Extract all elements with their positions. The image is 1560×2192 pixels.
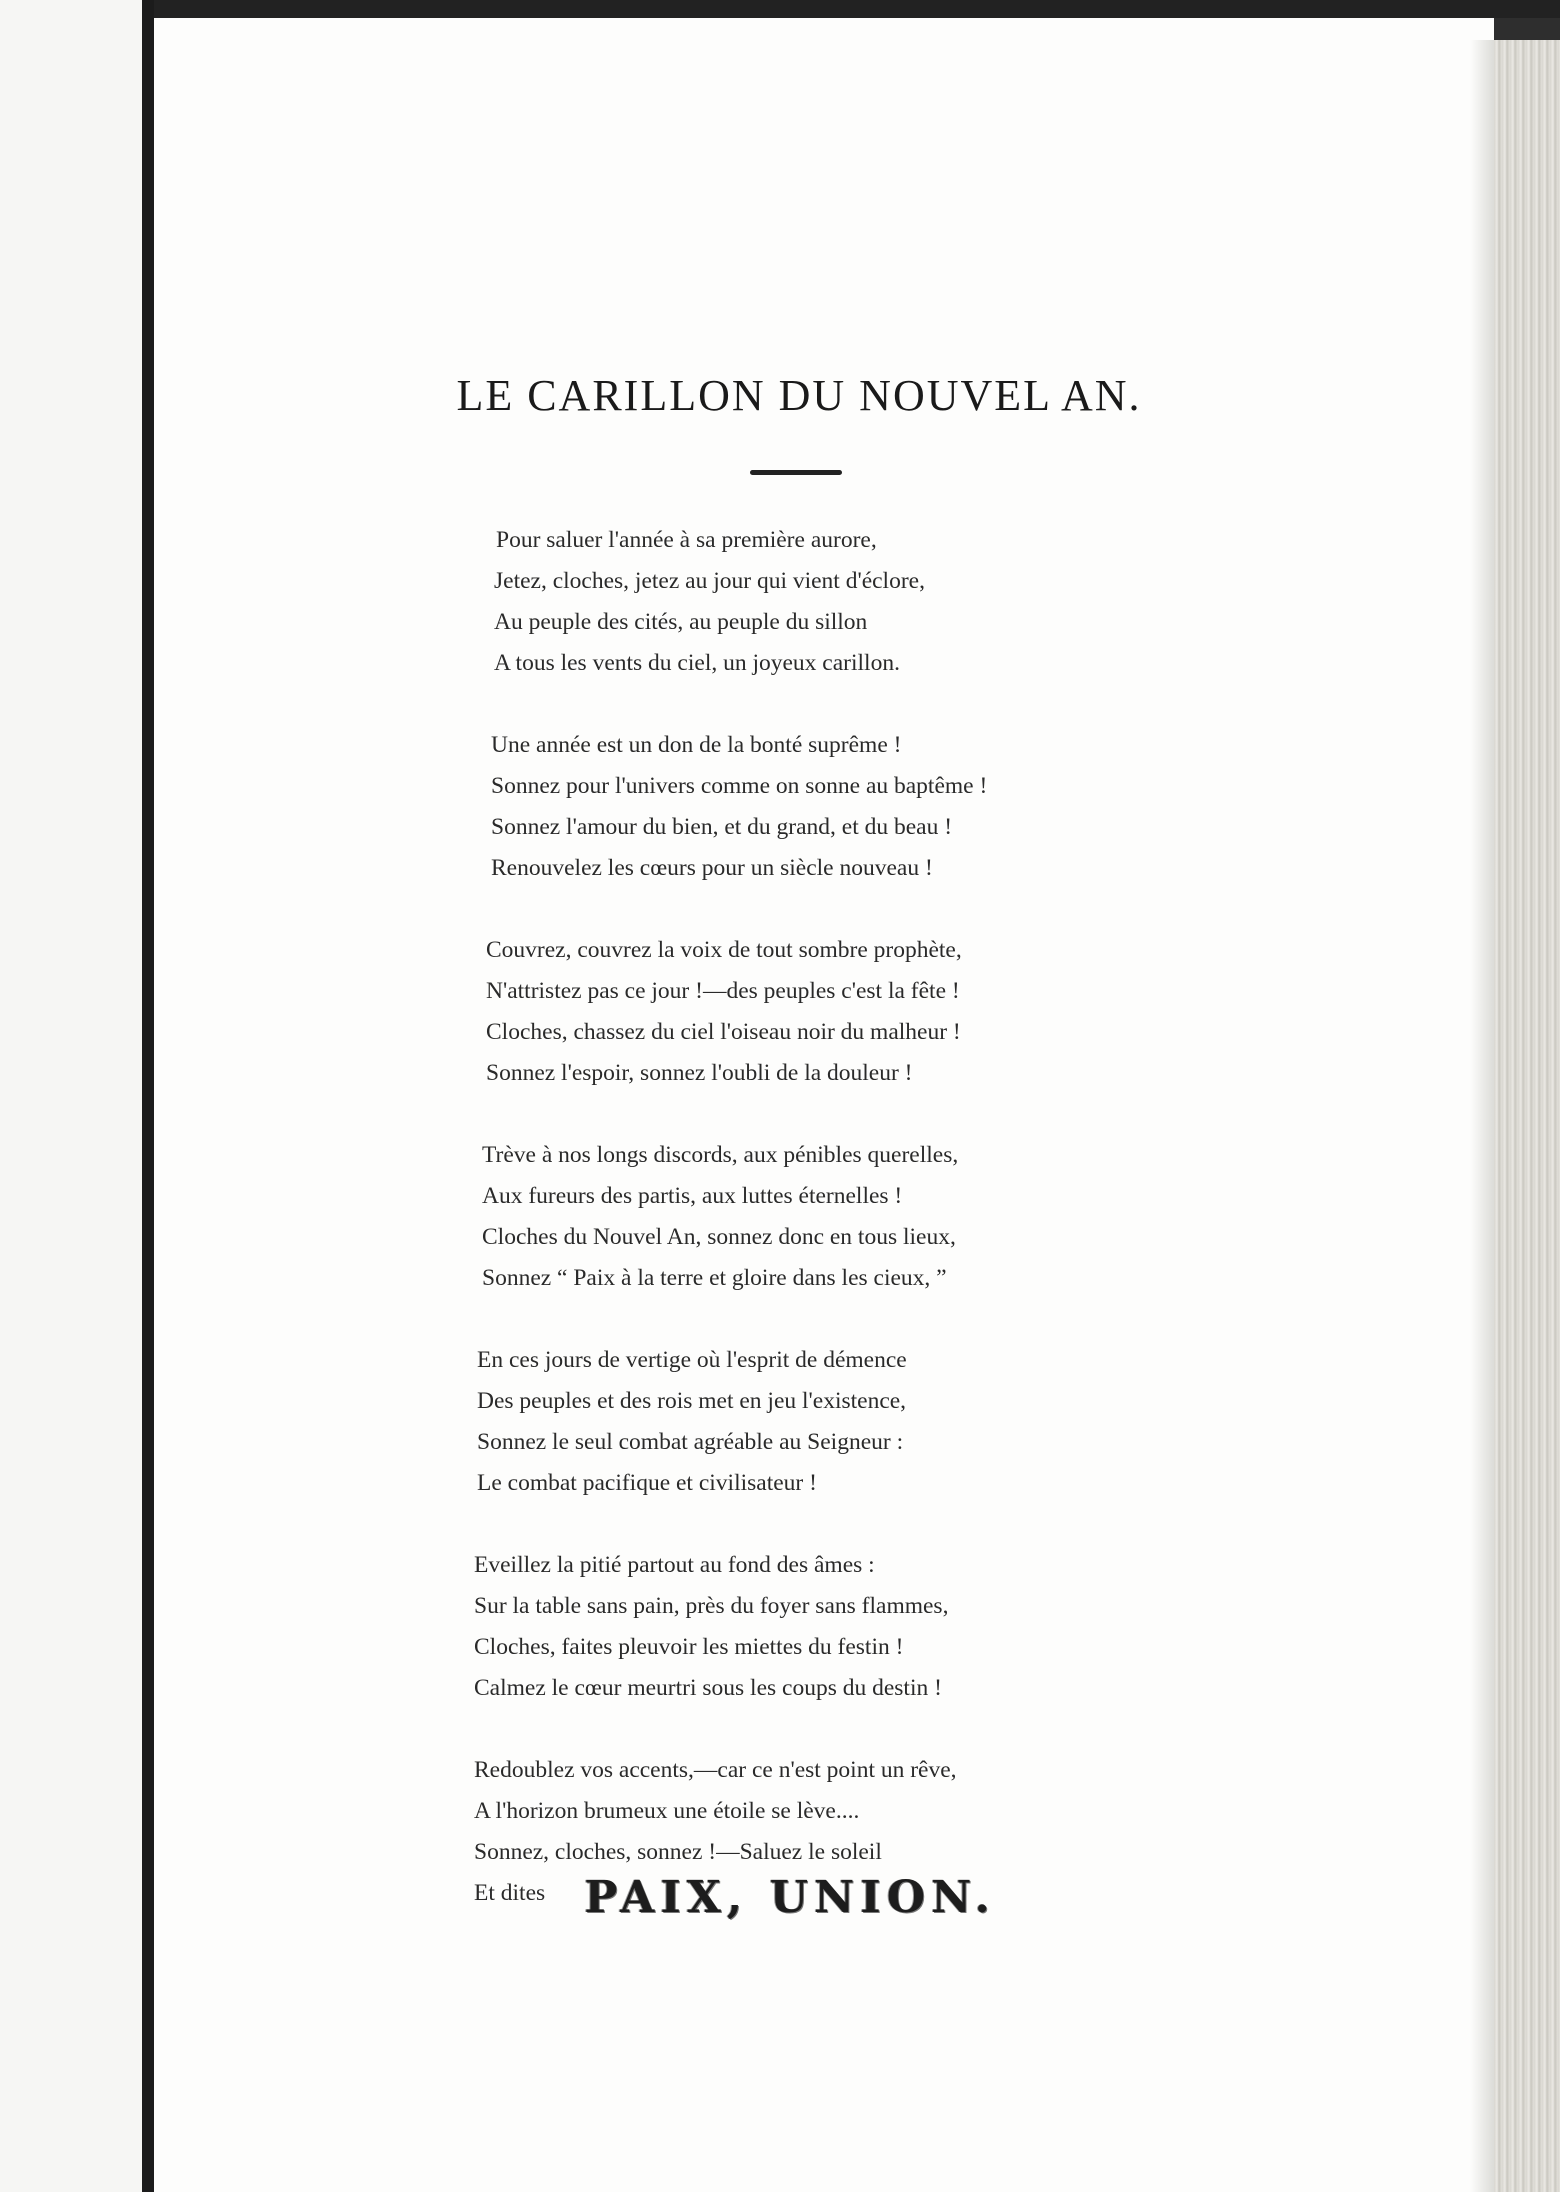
stanza [474,1340,1154,1504]
poem-line: Cloches, faites pleuvoir les miettes du festin ! [474,1634,904,1660]
book-fore-edge [1494,40,1560,2192]
poem-line: Sonnez l'amour du bien, et du grand, et du beau ! [491,814,953,840]
left-facing-page [0,0,142,2192]
poem-body [474,520,1154,1914]
poem-line: Cloches du Nouvel An, sonnez donc en tous lieux, [482,1224,956,1250]
poem-line: Jetez, cloches, jetez au jour qui vient d'éclore, [494,568,925,594]
book-gutter [142,0,154,2192]
poem-line: Pour saluer l'année à sa première aurore, [496,527,877,553]
poem-line: Aux fureurs des partis, aux luttes éternelles ! [482,1183,903,1209]
poem-line: Couvrez, couvrez la voix de tout sombre prophète, [486,937,962,963]
poem-line: Redoublez vos accents,—car ce n'est point un rêve, [474,1757,957,1783]
poem-line: Sonnez “ Paix à la terre et gloire dans les cieux, ” [482,1265,947,1291]
stanza [474,930,1154,1094]
poem-line: Et dites [474,1880,546,1906]
poem-line: A l'horizon brumeux une étoile se lève.... [474,1798,860,1824]
poem-line: Sonnez pour l'univers comme on sonne au baptême ! [491,773,988,799]
stanza [474,1135,1154,1299]
poem-line: Une année est un don de la bonté suprême ! [491,732,902,758]
poem-line: Sonnez l'espoir, sonnez l'oubli de la douleur ! [486,1060,913,1086]
title-rule [750,470,842,475]
stanza [474,1545,1154,1709]
scan-top-border [0,0,1560,18]
stanza [474,725,1154,889]
poem-line: Eveillez la pitié partout au fond des âmes : [474,1552,875,1578]
poem-line: Calmez le cœur meurtri sous les coups du destin ! [474,1675,942,1701]
poem-line: Trève à nos longs discords, aux pénibles querelles, [482,1142,959,1168]
poem-line: Renouvelez les cœurs pour un siècle nouveau ! [491,855,933,881]
poem-line: A tous les vents du ciel, un joyeux carillon. [494,650,900,676]
poem-line: Sonnez, cloches, sonnez !—Saluez le soleil [474,1839,882,1865]
poem-line: Sur la table sans pain, près du foyer sans flammes, [474,1593,949,1619]
poem-line: Au peuple des cités, au peuple du sillon [494,609,868,635]
poem-line: Des peuples et des rois met en jeu l'existence, [477,1388,907,1414]
poem-line: Cloches, chassez du ciel l'oiseau noir du malheur ! [486,1019,961,1045]
poem-line: Sonnez le seul combat agréable au Seigneur : [477,1429,904,1455]
stanza [474,520,1154,684]
poem-line: Le combat pacifique et civilisateur ! [477,1470,817,1496]
page-edge-shadow [1470,40,1494,2192]
decorative-motto: PAIX, UNION. [584,1872,996,1923]
poem-title: LE CARILLON DU NOUVEL AN. [456,371,1142,420]
poem-line: En ces jours de vertige où l'esprit de démence [477,1347,907,1373]
poem-line: N'attristez pas ce jour !—des peuples c'est la fête ! [486,978,960,1004]
